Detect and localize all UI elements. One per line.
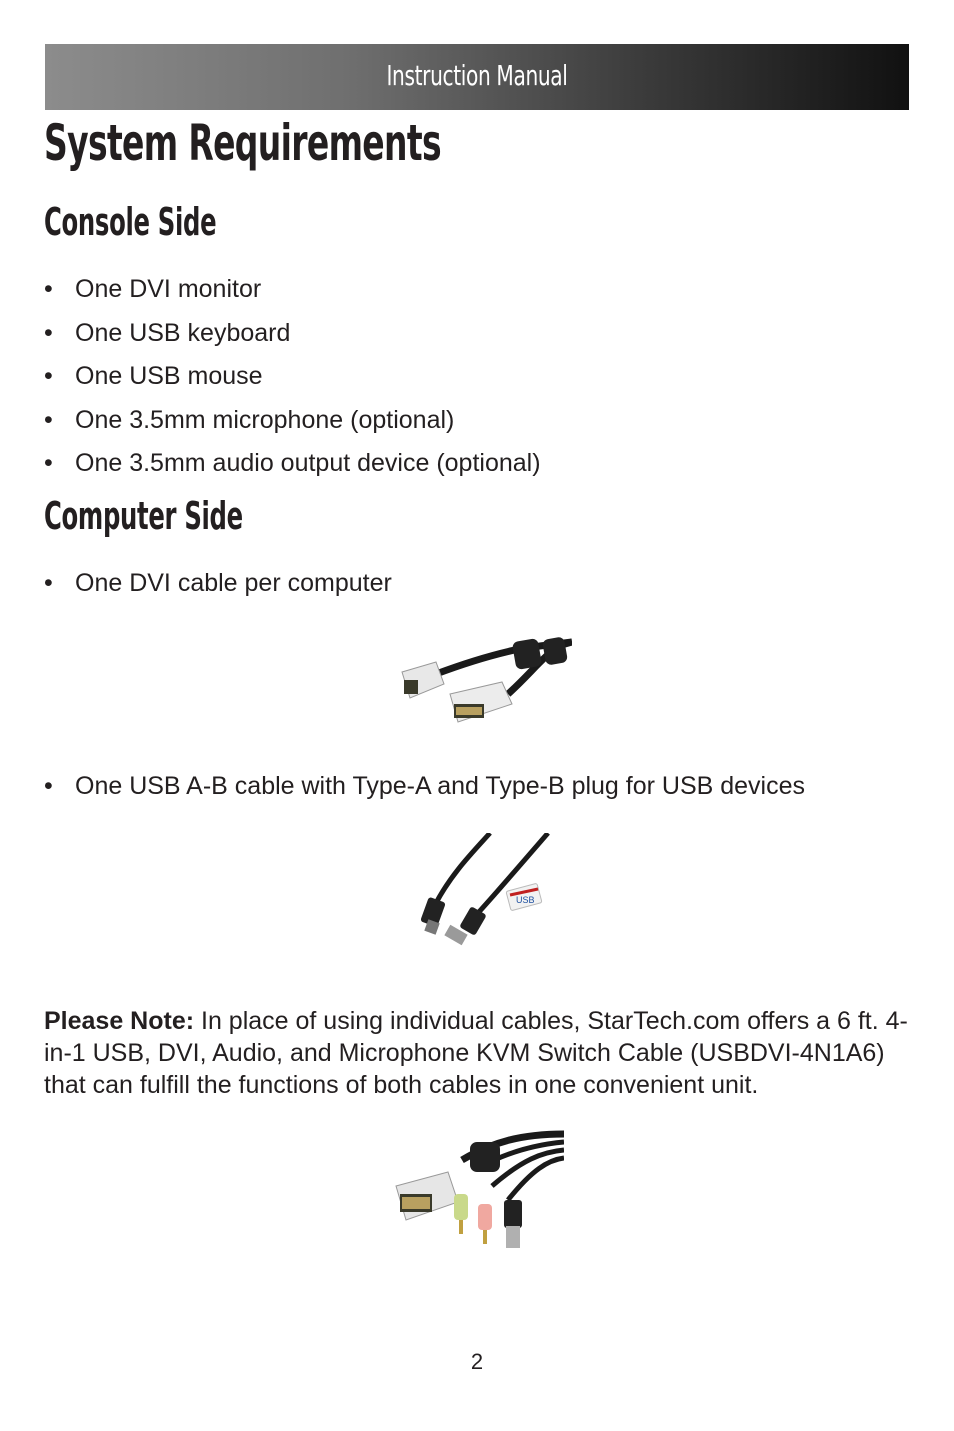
page-number: 2: [470, 1349, 484, 1374]
note-text: In place of using individual cables, StarTech.com offers a 6 ft. 4-in-1 USB, DVI, Audio, and Microphone KVM Switch Cable (USBDVI-4N1A6) that can fulfill the functions of both cables in one convenient unit.: [44, 1007, 908, 1099]
console-side-list: [44, 275, 541, 493]
note-label: Please Note:: [44, 1007, 195, 1035]
header-title: Instruction Manual: [386, 59, 568, 92]
list-item: • One USB keyboard: [44, 319, 541, 363]
list-item: • One 3.5mm audio output device (optional): [44, 449, 541, 493]
usb-cable-image: [412, 833, 554, 951]
list-item: • One DVI monitor: [44, 275, 541, 319]
usb-logo-text: USB: [516, 895, 535, 905]
page-title: System Requirements: [44, 114, 441, 172]
header-bar: [45, 44, 909, 110]
list-item: • One USB mouse: [44, 362, 541, 406]
list-item: • One USB A-B cable with Type-A and Type-B plug for USB devices: [44, 772, 805, 816]
list-item: • One DVI cable per computer: [44, 569, 392, 613]
dvi-cable-image: [398, 632, 572, 732]
kvm-cable-image: [392, 1130, 564, 1250]
please-note: [44, 1005, 910, 1101]
console-side-heading: Console Side: [44, 200, 217, 244]
list-item: • One 3.5mm microphone (optional): [44, 406, 541, 450]
computer-side-heading: Computer Side: [44, 494, 243, 538]
computer-side-list-dvi: [44, 569, 392, 613]
computer-side-list-usb: [44, 772, 805, 816]
